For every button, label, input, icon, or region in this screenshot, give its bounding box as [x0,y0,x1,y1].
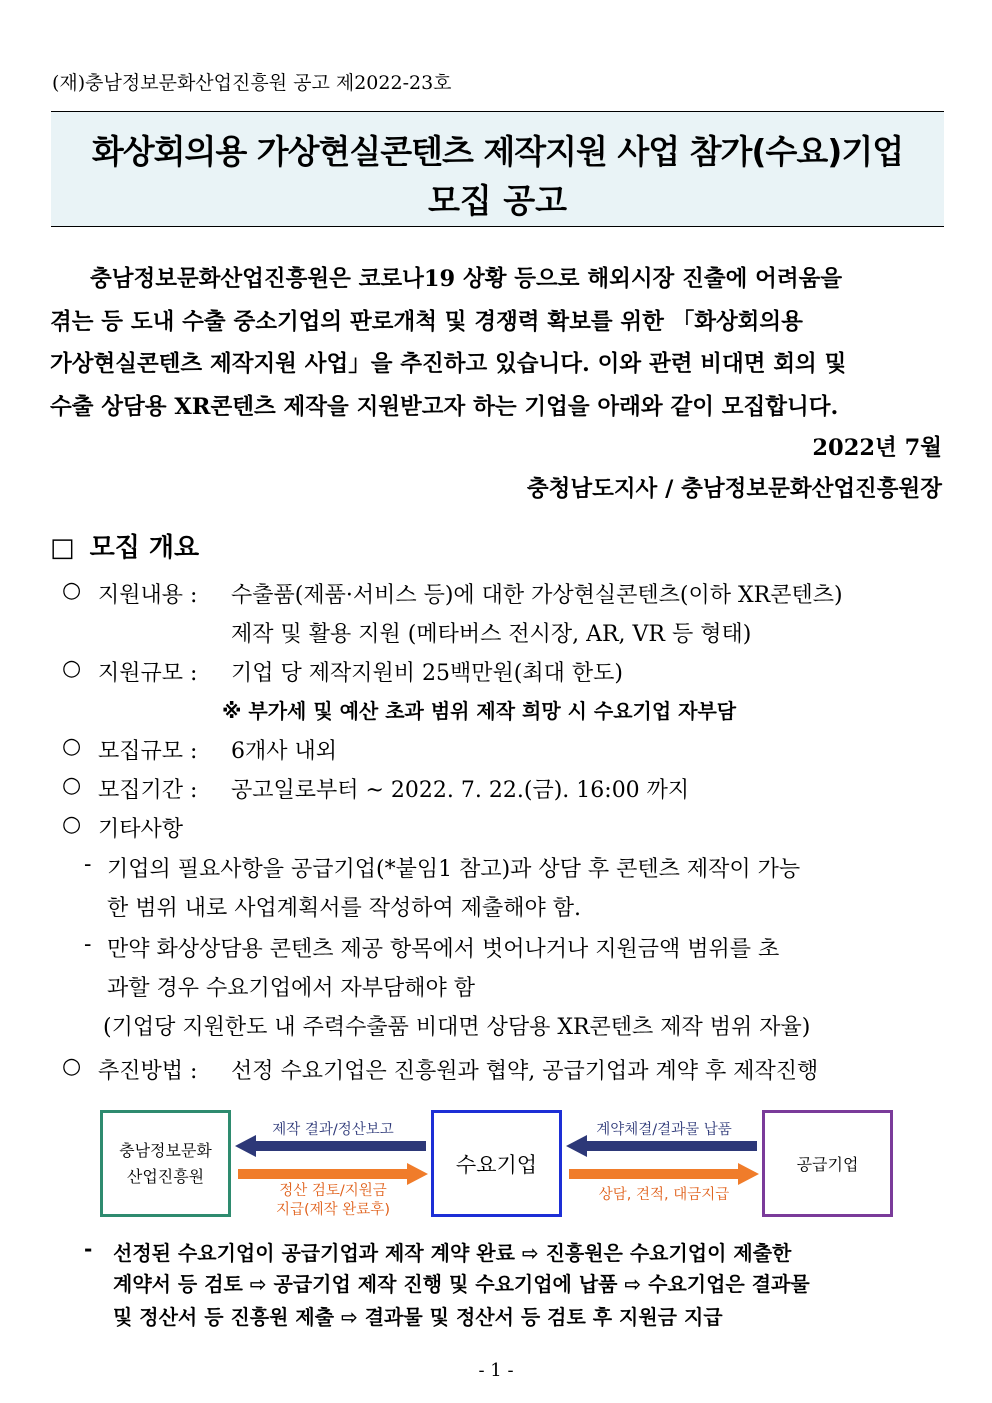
arrow-consult-payment [569,1163,759,1185]
support-content-label: 지원내용 : [98,583,198,608]
right-bottom-label: 상담, 견적, 대금지급 [598,1187,730,1203]
intro-signature: 충청남도지사 / 충남정보문화산업진흥원장 [526,476,942,502]
notice-number: (재)충남정보문화산업진흥원 공고 제2022-23호 [52,72,452,94]
support-scale-text: 기업 당 제작지원비 25백만원(최대 한도) [231,661,623,686]
left-bottom-label [240,1182,426,1220]
dash-icon: - [84,852,92,877]
etc-text: 만약 화상상담용 콘텐츠 제공 항목에서 벗어나거나 지원금액 범위를 초 [107,937,780,962]
section-marker: □ [50,533,75,563]
left-bottom-label-line: 정산 검토/지원금 [279,1183,387,1199]
etc-label: 기타사항 [98,817,184,842]
bullet-icon: ○ [62,773,82,798]
bullet-icon: ○ [62,1054,82,1079]
recruit-scale-label: 모집규모 : [98,739,198,764]
flow-text: 계약서 등 검토 ⇨ 공급기업 제작 진행 및 수요기업에 납품 ⇨ 수요기업은 결과물 [113,1272,810,1296]
bullet-icon: ○ [62,812,82,837]
recruit-period-text: 공고일로부터 ~ 2022. 7. 22.(금). 16:00 까지 [231,778,690,803]
etc-text: 기업의 필요사항을 공급기업(*붙임1 참고)과 상담 후 콘텐츠 제작이 가능 [107,857,801,882]
method-label: 추진방법 : [98,1059,198,1084]
flow-text: 선정된 수요기업이 공급기업과 제작 계약 완료 ⇨ 진흥원은 수요기업이 제출한 [113,1241,792,1265]
bullet-icon: ○ [62,734,82,759]
intro-line: 충남정보문화산업진흥원은 코로나19 상황 등으로 해외시장 진출에 어려움을 [90,266,843,292]
dash-icon: - [84,1237,93,1261]
bullet-icon: ○ [62,656,82,681]
right-top-label: 계약체결/결과물 납품 [596,1122,732,1138]
left-bottom-label-line: 지급(제작 완료후) [276,1202,390,1218]
support-content-text: 제작 및 활용 지원 (메타버스 전시장, AR, VR 등 형태) [231,622,752,647]
etc-text: 과할 경우 수요기업에서 자부담해야 함 [107,976,476,1001]
intro-line: 수출 상담용 XR콘텐츠 제작을 지원받고자 하는 기업을 아래와 같이 모집합니다. [50,394,839,420]
etc-text: (기업당 지원한도 내 주력수출품 비대면 상담용 XR콘텐츠 제작 범위 자율) [103,1015,811,1040]
supplier-name: 공급기업 [796,1155,859,1174]
intro-line: 가상현실콘텐츠 제작지원 사업」을 추진하고 있습니다. 이와 관련 비대면 회의 및 [50,351,847,377]
agency-name: 산업진흥원 [126,1166,205,1186]
dash-icon: - [84,932,92,957]
flow-text: 및 정산서 등 진흥원 제출 ⇨ 결과물 및 정산서 등 검토 후 지원금 지급 [113,1305,723,1329]
left-top-label: 제작 결과/정산보고 [272,1122,394,1138]
recruit-period-label: 모집기간 : [98,778,198,803]
page-title: 화상회의용 가상현실콘텐츠 제작지원 사업 참가(수요)기업 [91,132,904,171]
support-content-text: 수출품(제품·서비스 등)에 대한 가상현실콘텐츠(이하 XR콘텐츠) [231,583,843,608]
agency-name: 충남정보문화 [119,1140,212,1160]
recruit-scale-text: 6개사 내외 [231,739,337,764]
bullet-icon: ○ [62,578,82,603]
page-subtitle: 모집 공고 [427,181,567,220]
intro-date: 2022년 7월 [812,435,942,461]
method-text: 선정 수요기업은 진흥원과 협약, 공급기업과 계약 후 제작진행 [231,1059,819,1084]
demand-company-name: 수요기업 [455,1152,538,1177]
etc-text: 한 범위 내로 사업계획서를 작성하여 제출해야 함. [107,896,581,921]
page-number: - 1 - [478,1360,514,1381]
support-note: ※ 부가세 및 예산 초과 범위 제작 희망 시 수요기업 자부담 [222,699,737,723]
section-title: 모집 개요 [89,533,200,563]
support-scale-label: 지원규모 : [98,661,198,686]
intro-line: 겪는 등 도내 수출 중소기업의 판로개척 및 경쟁력 확보를 위한 「화상회의용 [50,309,803,335]
